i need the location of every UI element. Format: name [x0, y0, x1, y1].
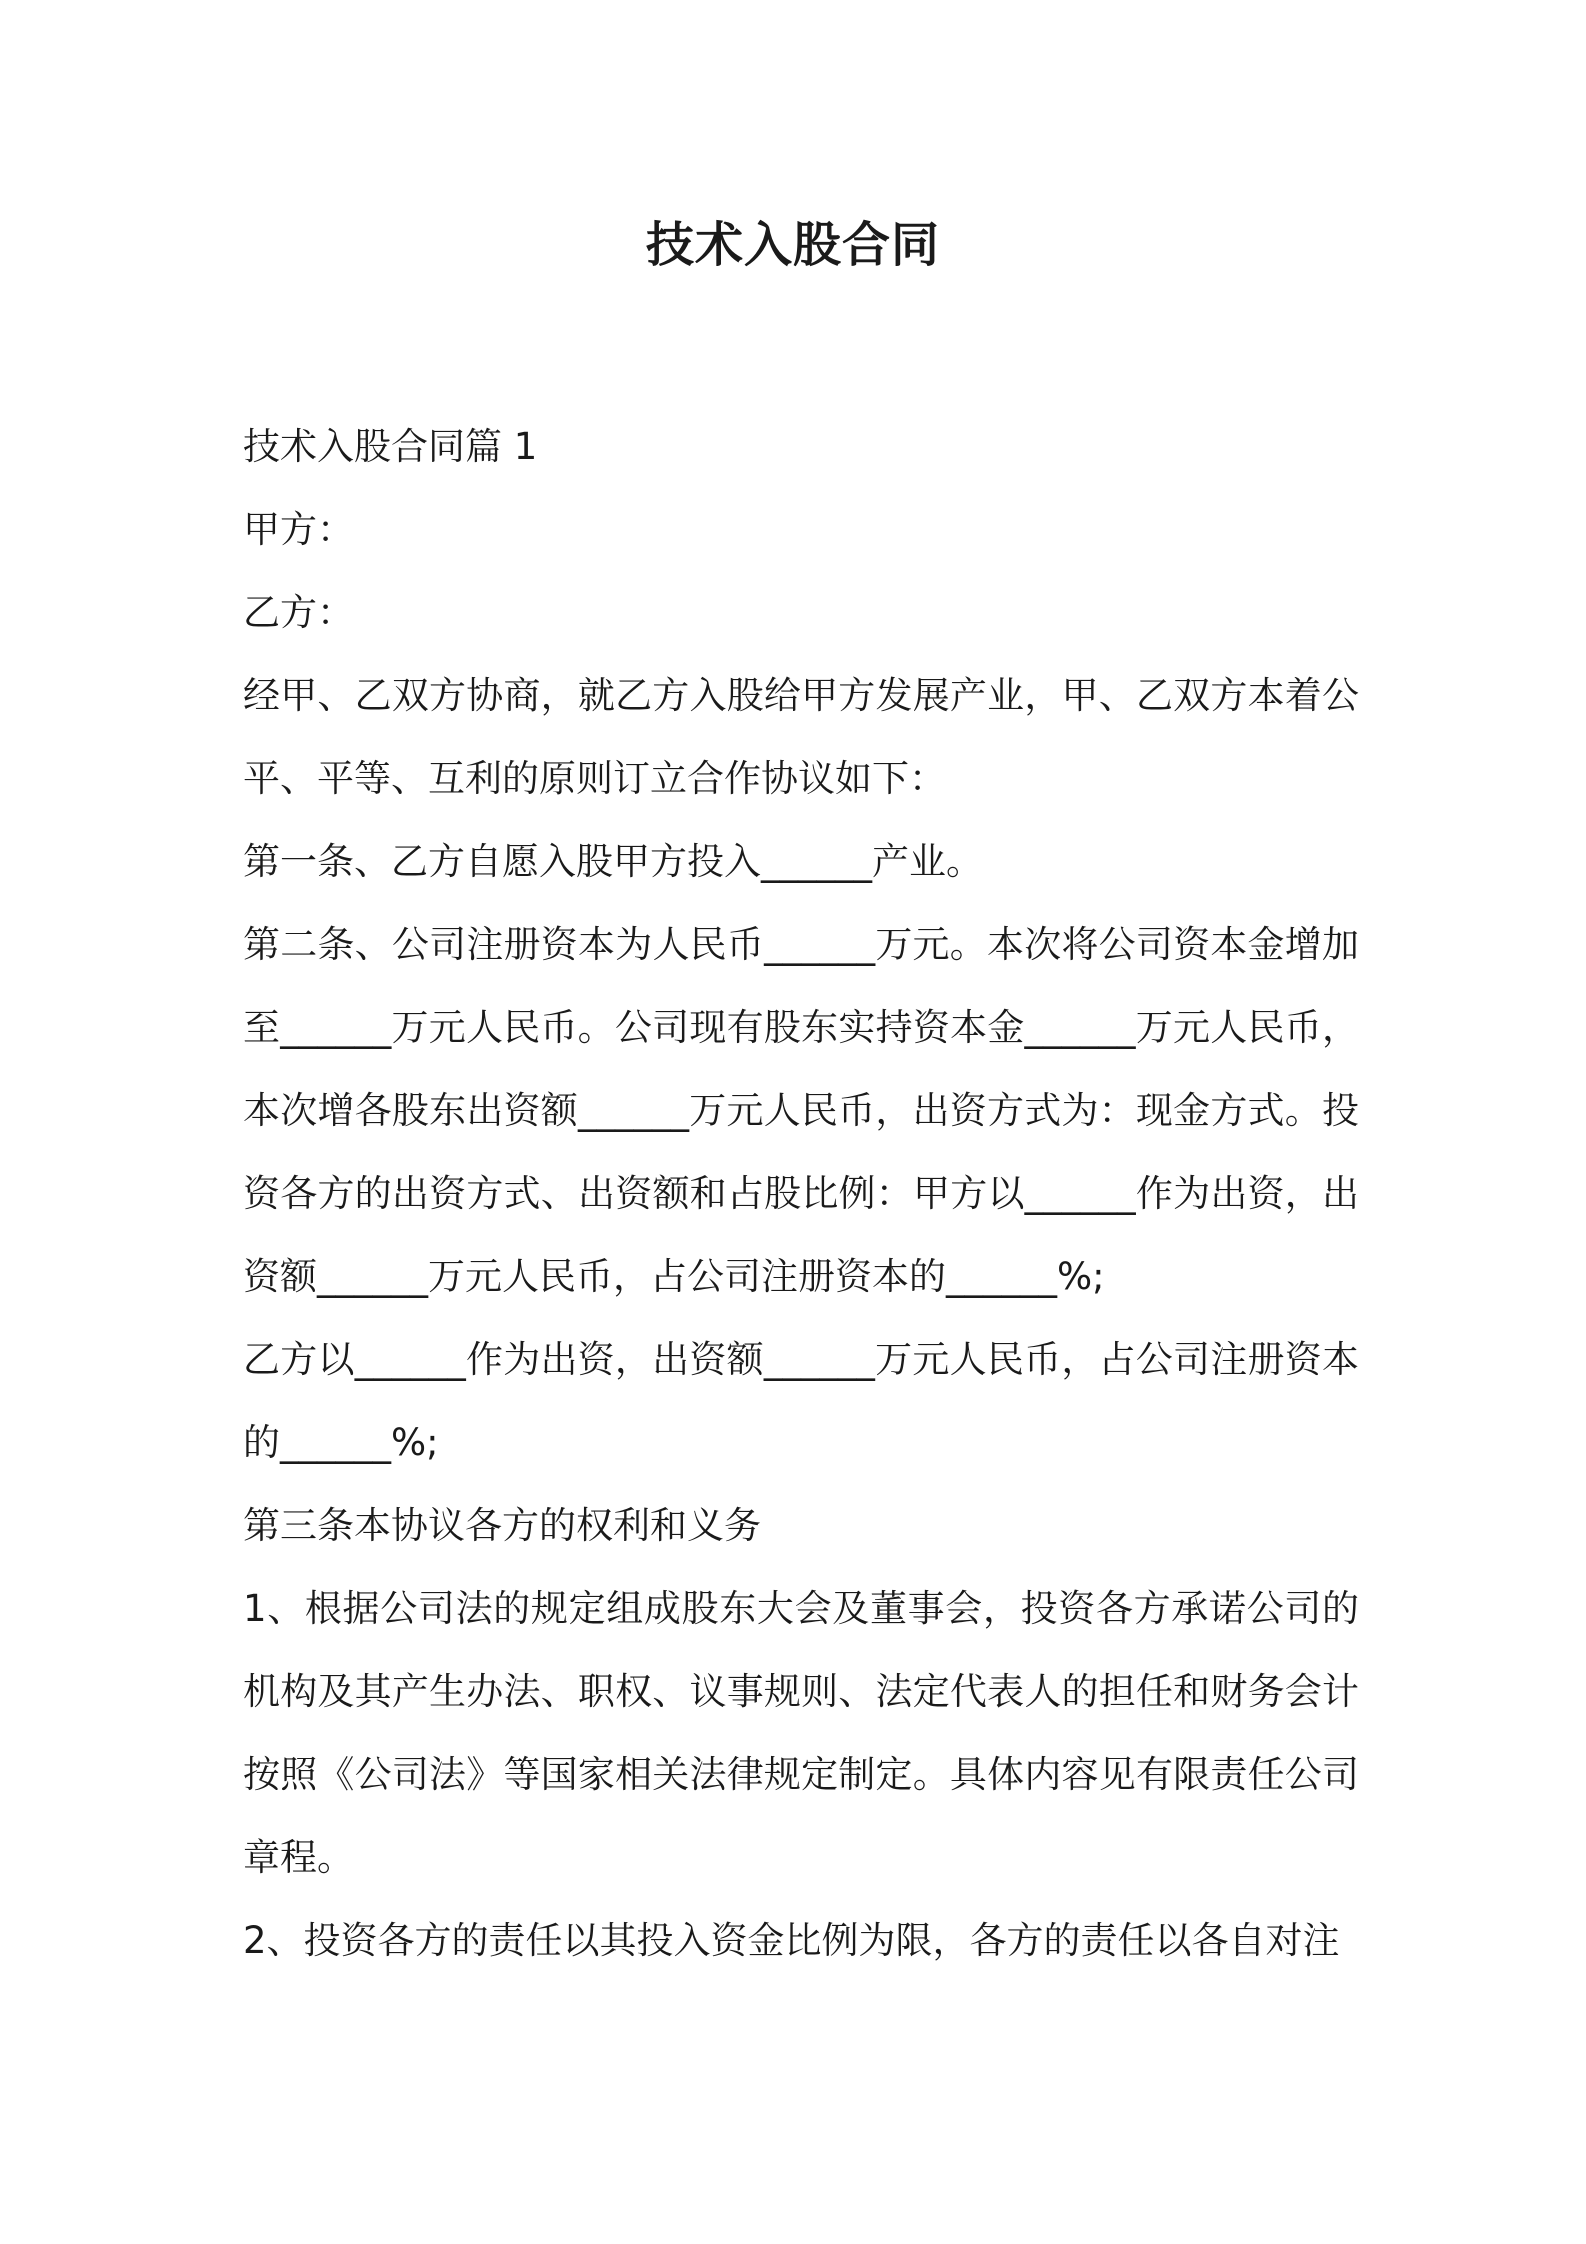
preamble-paragraph: 经甲、乙双方协商，就乙方入股给甲方发展产业，甲、乙双方本着公平、平等、互利的原则订立合作协议如下： [243, 674, 1359, 800]
article-2-paragraph: 第二条、公司注册资本为人民币______万元。本次将公司资本金增加至______万元人民币。公司现有股东实持资本金______万元人民币，本次增各股东出资额______万元人民币，出资方式为：现金方式。投资各方的出资方式、出资额和占股比例：甲方以______作为出资，出资额______万元人民币，占公司注册资本的______%; [243, 923, 1359, 1298]
clause-2-paragraph: 2、投资各方的责任以其投入资金比例为限，各方的责任以各自对注 [243, 1919, 1340, 1962]
section-heading: 技术入股合同篇 1 [243, 425, 538, 468]
party-b-contribution-paragraph: 乙方以______作为出资，出资额______万元人民币，占公司注册资本的______%; [243, 1338, 1359, 1464]
party-b-line: 乙方： [243, 591, 354, 634]
article-3-heading: 第三条本协议各方的权利和义务 [243, 1504, 761, 1547]
party-a-line: 甲方： [243, 508, 354, 551]
clause-1-paragraph: 1、根据公司法的规定组成股东大会及董事会，投资各方承诺公司的机构及其产生办法、职权、议事规则、法定代表人的担任和财务会计按照《公司法》等国家相关法律规定制定。具体内容见有限责任公司章程。 [243, 1587, 1359, 1879]
article-1-paragraph: 第一条、乙方自愿入股甲方投入______产业。 [243, 840, 983, 883]
document-title: 技术入股合同 [645, 217, 940, 273]
document-body [243, 405, 1359, 1982]
